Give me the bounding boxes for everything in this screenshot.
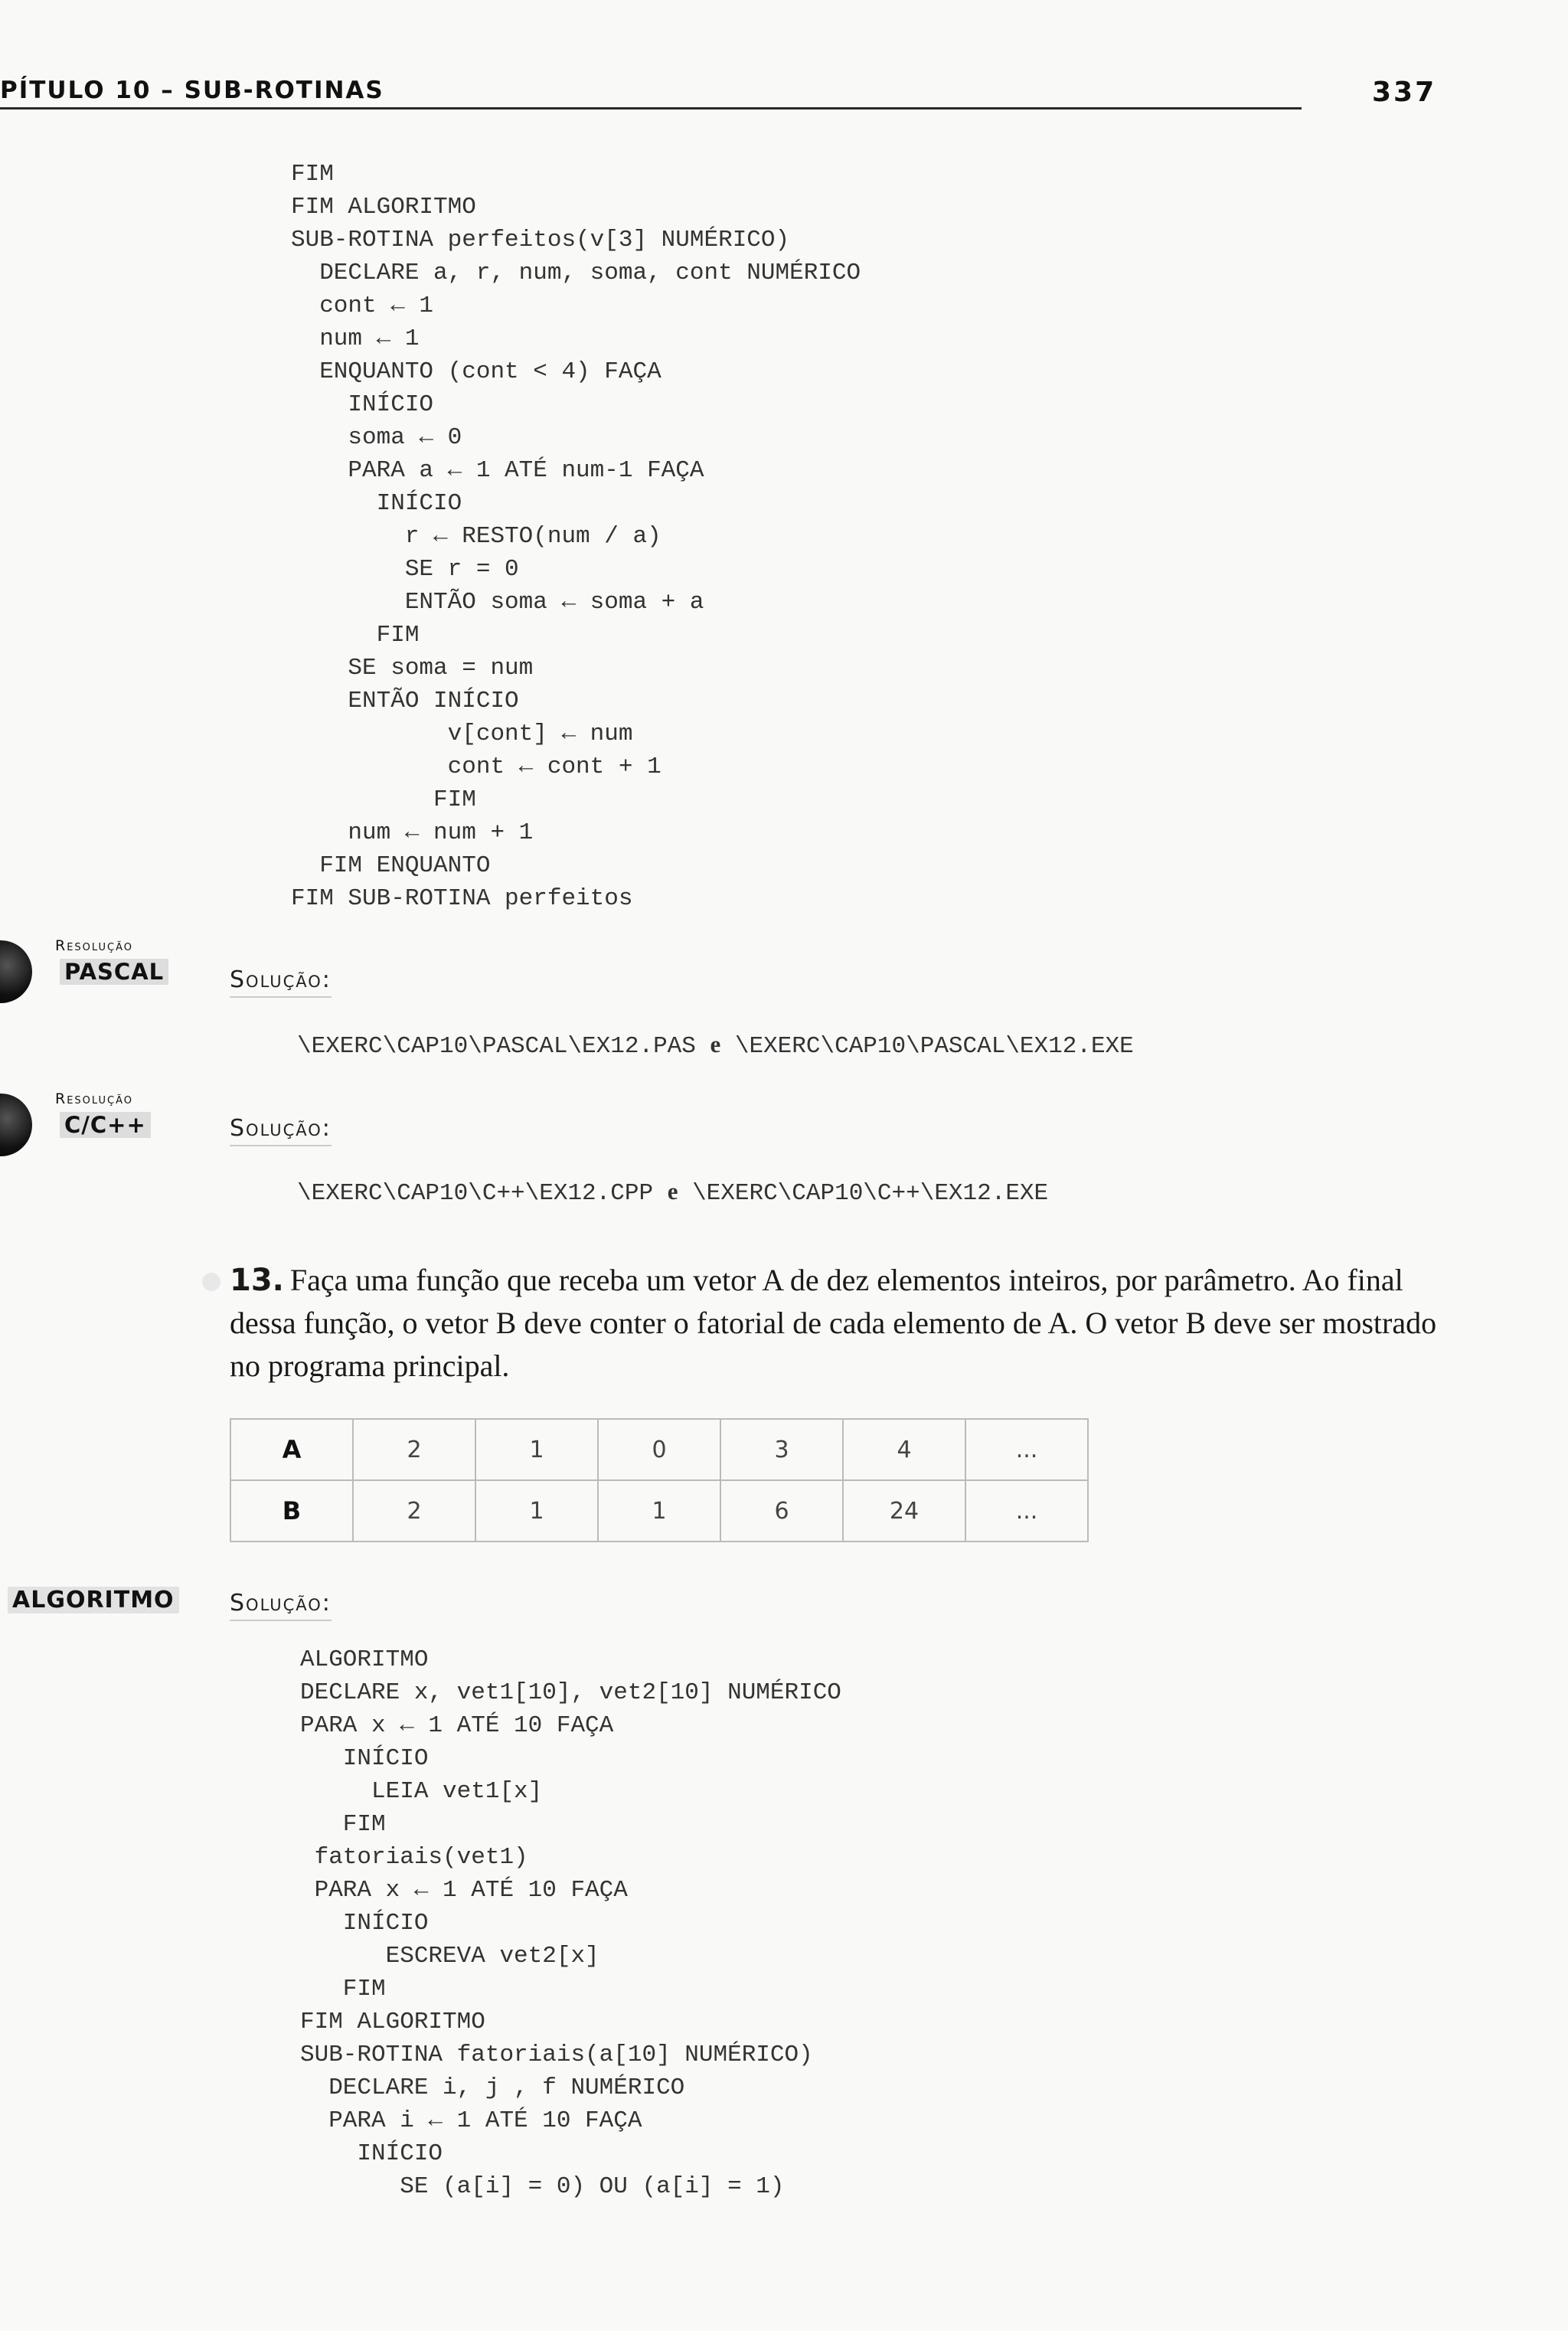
bullet-icon (202, 1273, 220, 1291)
badge-language: C/C++ (60, 1112, 151, 1138)
table-cell: 1 (475, 1419, 598, 1480)
solution-label: Solução: (230, 1590, 332, 1621)
page-number: 337 (1372, 77, 1437, 108)
path-conjunction: e (710, 1031, 721, 1058)
solution-label: Solução: (230, 966, 332, 998)
table-cell: 4 (843, 1419, 965, 1480)
pascal-source-path: \EXERC\CAP10\PASCAL\EX12.PAS (297, 1033, 696, 1060)
cpp-file-paths (297, 1178, 1048, 1207)
table-cell: 6 (720, 1480, 843, 1541)
chapter-title: PÍTULO 10 – SUB-ROTINAS (0, 77, 384, 104)
disc-icon (0, 1094, 32, 1156)
exercise-13 (230, 1259, 1455, 1388)
exercise-number: 13. (230, 1263, 284, 1298)
table-cell: ... (965, 1419, 1088, 1480)
code-block-fatoriais: ALGORITMO DECLARE x, vet1[10], vet2[10] NUMÉRICO PARA x ← 1 ATÉ 10 FAÇA INÍCIO LEIA vet1[x] FIM fatoriais(vet1) PARA x ← 1 ATÉ 10 FAÇA INÍCIO ESCREVA vet2[x] FIM FIM ALGORITMO SUB-ROTINA fatoriais(a[10] NUMÉRICO) DECLARE i, j , f NUMÉRICO PARA i ← 1 ATÉ 10 FAÇA INÍCIO SE (a[i] = 0) OU (a[i] = 1) (300, 1646, 841, 2200)
badge-caption: Resolução (55, 937, 133, 954)
pascal-file-paths (297, 1031, 1134, 1060)
cpp-resolution-badge (0, 1090, 191, 1167)
badge-language: ALGORITMO (8, 1587, 179, 1613)
badge-caption: Resolução (55, 1090, 133, 1107)
table-cell: 2 (353, 1480, 475, 1541)
table-row (230, 1480, 1088, 1541)
path-conjunction: e (667, 1178, 678, 1205)
table-cell: 1 (598, 1480, 720, 1541)
vector-table (230, 1418, 1089, 1542)
table-cell: 1 (475, 1480, 598, 1541)
cpp-source-path: \EXERC\CAP10\C++\EX12.CPP (297, 1180, 654, 1207)
row-label: A (230, 1419, 353, 1480)
table-cell: ... (965, 1480, 1088, 1541)
algorithm-badge (0, 1587, 199, 1633)
badge-language: PASCAL (60, 959, 168, 985)
code-block-perfeitos: FIM FIM ALGORITMO SUB-ROTINA perfeitos(v[3] NUMÉRICO) DECLARE a, r, num, soma, cont NUMÉRICO cont ← 1 num ← 1 ENQUANTO (cont < 4) FAÇA INÍCIO soma ← 0 PARA a ← 1 ATÉ num-1 FAÇA INÍCIO r ← RESTO(num / a) SE r = 0 ENTÃO soma ← soma + a FIM SE soma = num ENTÃO INÍCIO v[cont] ← num cont ← cont + 1 FIM num ← num + 1 FIM ENQUANTO FIM SUB-ROTINA perfeitos (291, 161, 861, 912)
table-cell: 24 (843, 1480, 965, 1541)
table-cell: 3 (720, 1419, 843, 1480)
table-cell: 2 (353, 1419, 475, 1480)
disc-icon (0, 940, 32, 1003)
solution-label: Solução: (230, 1115, 332, 1146)
pascal-exe-path: \EXERC\CAP10\PASCAL\EX12.EXE (734, 1033, 1134, 1060)
row-label: B (230, 1480, 353, 1541)
table-row (230, 1419, 1088, 1480)
exercise-text: Faça uma função que receba um vetor A de dez elementos inteiros, por parâmetro. Ao final dessa função, o vetor B deve conter o fatorial de cada elemento de A. O vetor B deve ser mostrado no programa principal. (230, 1263, 1437, 1383)
cpp-exe-path: \EXERC\CAP10\C++\EX12.EXE (692, 1180, 1049, 1207)
table-cell: 0 (598, 1419, 720, 1480)
pascal-resolution-badge (0, 937, 191, 1014)
